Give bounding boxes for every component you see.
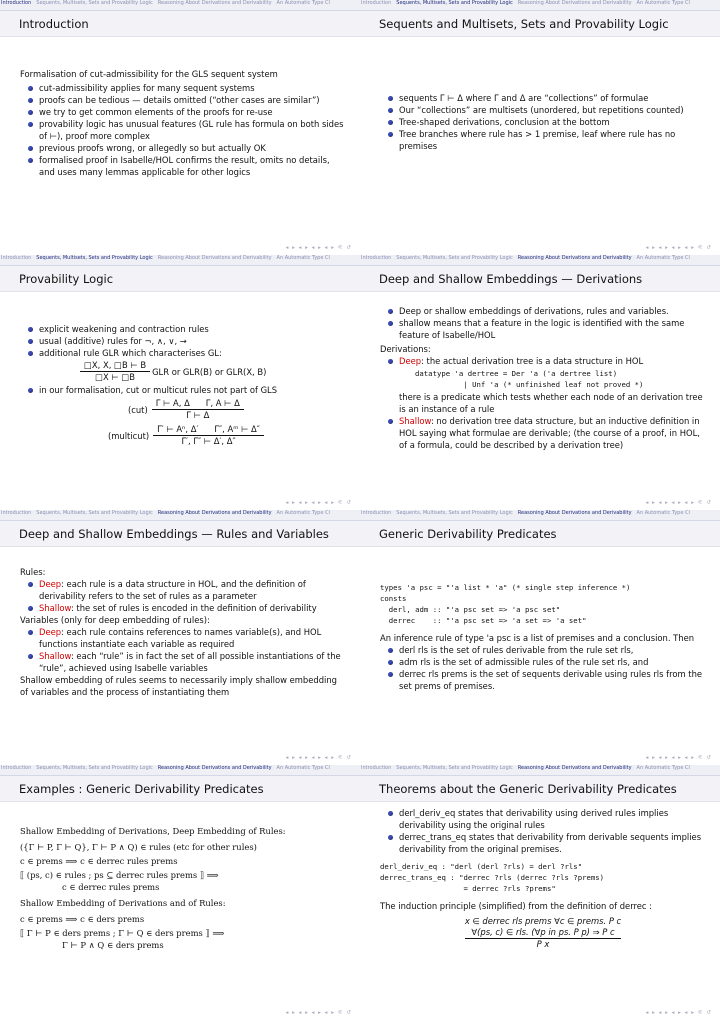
- nav-section-type-class[interactable]: An Automatic Type Cl: [276, 765, 330, 771]
- nav-bar: [0, 765, 360, 776]
- bullet-item: derrec rls prems is the set of sequents derivable using rules rls from the set prems of premises.: [380, 668, 706, 692]
- nav-bar: [360, 0, 720, 11]
- types-code: types 'a psc = "'a list * 'a" (* single step inference *) consts derl, adm :: "'a psc set => 'a psc set" derrec :: "'a psc set => 'a set => 'a set": [380, 583, 631, 625]
- nav-bar: [0, 255, 360, 266]
- slide-body: [360, 582, 720, 692]
- beamer-nav-symbols[interactable]: ◂ ▸ ◂ ▸ ◂ ▸ ◂ ▸ ⚟ ↺: [645, 245, 712, 251]
- psc-paragraph: An inference rule of type 'a psc is a list of premises and a conclusion. Then: [380, 633, 695, 643]
- slide-provability-logic: [0, 255, 360, 509]
- glr-premise: □X, X, □B ⊢ B: [80, 360, 150, 372]
- slide-title: Deep and Shallow Embeddings — Rules and Variables: [0, 521, 360, 547]
- variables-deep-text: : each rule contains references to names variable(s), and HOL functions instantiate each variable as required: [39, 627, 322, 649]
- induction-premise-2: ∀(ps, c) ∈ rls. (∀p in ps. P p) ⇒ P c: [465, 927, 621, 939]
- nav-section-type-class[interactable]: An Automatic Type Cl: [636, 0, 690, 6]
- rules-heading: Rules:: [20, 567, 46, 577]
- slide-introduction: [0, 0, 360, 254]
- bullet-item: [380, 355, 706, 367]
- intro-line: Formalisation of cut-admissibility for the GLS sequent system: [20, 69, 278, 79]
- bullet-item: explicit weakening and contraction rules: [20, 323, 346, 335]
- nav-section-type-class[interactable]: An Automatic Type Cl: [276, 510, 330, 516]
- deep-keyword: Deep: [399, 356, 422, 366]
- shallow-keyword: Shallow: [39, 651, 71, 661]
- glr-rule: [20, 360, 346, 383]
- nav-sections: [1, 0, 335, 6]
- bullet-item: provability logic has unusual features (GL rule has formula on both sides of ⊢), proof more complex: [20, 118, 346, 142]
- bullet-item: Tree-shaped derivations, conclusion at the bottom: [380, 116, 706, 128]
- bullet-item: additional rule GLR which characterises GL:: [20, 347, 346, 359]
- slide-rules-variables: [0, 510, 360, 764]
- nav-section-sequents[interactable]: Sequents, Multisets, Sets and Provability Logic: [36, 765, 153, 771]
- nav-section-sequents[interactable]: Sequents, Multisets, Sets and Provability Logic: [396, 255, 513, 261]
- deep-text: : the actual derivation tree is a data structure in HOL: [421, 356, 644, 366]
- variables-heading: Variables (only for deep embedding of rules):: [20, 615, 210, 625]
- bullet-item: usual (additive) rules for ¬, ∧, ∨, →: [20, 335, 346, 347]
- beamer-nav-symbols[interactable]: ◂ ▸ ◂ ▸ ◂ ▸ ◂ ▸ ⚟ ↺: [645, 755, 712, 761]
- nav-section-introduction[interactable]: Introduction: [361, 510, 392, 516]
- cut-fraction: [152, 398, 244, 421]
- theorem-code: derl_deriv_eq : "derl (derl ?rls) = derl ?rls" derrec_trans_eq : "derrec ?rls (derrec ?rls ?prems) = derrec ?rls ?prems": [380, 862, 605, 893]
- nav-section-reasoning[interactable]: Reasoning About Derivations and Derivability: [157, 255, 272, 261]
- slide-title: Deep and Shallow Embeddings — Derivations: [360, 266, 720, 292]
- nav-section-reasoning[interactable]: Reasoning About Derivations and Derivability: [517, 510, 632, 516]
- nav-sections: [1, 510, 335, 516]
- nav-section-type-class[interactable]: An Automatic Type Cl: [276, 0, 330, 6]
- slide-body: [0, 68, 360, 178]
- bullet-item: Our “collections” are multisets (unordered, but repetitions counted): [380, 104, 706, 116]
- nav-sections: [361, 765, 695, 771]
- slide-generic-derivability: [360, 510, 720, 764]
- deep-keyword: Deep: [39, 579, 62, 589]
- derivations-heading: Derivations:: [380, 344, 431, 354]
- cut-label: (cut): [128, 404, 148, 415]
- bullet-item: cut-admissibility applies for many sequent systems: [20, 82, 346, 94]
- bullet-item: sequents Γ ⊢ Δ where Γ and Δ are “collections” of formulae: [380, 92, 706, 104]
- nav-section-introduction[interactable]: Introduction: [361, 255, 392, 261]
- nav-section-type-class[interactable]: An Automatic Type Cl: [636, 765, 690, 771]
- multicut-label: (multicut): [108, 430, 150, 441]
- induction-paragraph: The induction principle (simplified) from the definition of derrec :: [380, 901, 652, 911]
- deep-keyword: Deep: [39, 627, 62, 637]
- glr-fraction: [80, 360, 150, 383]
- slide-body: [360, 92, 720, 152]
- formula-line: c ∈ prems ⟹ c ∈ derrec rules prems: [20, 856, 178, 866]
- nav-bar: [0, 510, 360, 521]
- bullet-item: we try to get common elements of the proofs for re-use: [20, 106, 346, 118]
- cut-conclusion: Γ ⊢ Δ: [186, 410, 210, 420]
- nav-section-sequents[interactable]: Sequents, Multisets, Sets and Provability Logic: [396, 765, 513, 771]
- nav-section-type-class[interactable]: An Automatic Type Cl: [276, 255, 330, 261]
- nav-section-type-class[interactable]: An Automatic Type Cl: [636, 510, 690, 516]
- beamer-nav-symbols[interactable]: ◂ ▸ ◂ ▸ ◂ ▸ ◂ ▸ ⚟ ↺: [285, 1010, 352, 1016]
- nav-section-introduction[interactable]: Introduction: [1, 765, 32, 771]
- bullet-item: derl rls is the set of rules derivable from the rule set rls,: [380, 644, 706, 656]
- variables-shallow-text: : each “rule” is in fact the set of all possible instantiations of the “rule”, achieved using Isabelle variables: [39, 651, 341, 673]
- slide-body: [0, 323, 360, 447]
- bullet-item: formalised proof in Isabelle/HOL confirms the result, omits no details, and uses many lemmas applicable for other logics: [20, 154, 346, 178]
- bullet-item: [20, 650, 346, 674]
- formula-line: Γ ⊢ P ∧ Q ∈ ders prems: [62, 940, 164, 950]
- nav-section-sequents[interactable]: Sequents, Multisets, Sets and Provability Logic: [36, 0, 153, 6]
- nav-bar: [360, 255, 720, 266]
- shallow-rules-heading: Shallow Embedding of Derivations and of Rules:: [20, 898, 226, 908]
- nav-bar: [360, 765, 720, 776]
- formula-line: ({Γ ⊢ P, Γ ⊢ Q}, Γ ⊢ P ∧ Q) ∈ rules (etc for other rules): [20, 842, 257, 852]
- slide-title: Sequents and Multisets, Sets and Provability Logic: [360, 11, 720, 37]
- multicut-premise-right: Γ″, Aᵐ ⊢ Δ″: [214, 424, 260, 434]
- dertree-code: datatype 'a dertree = Der 'a ('a dertree list) | Unf 'a (* unfinished leaf not proved *): [415, 369, 644, 389]
- slide-title: Introduction: [0, 11, 360, 37]
- bullet-item: [20, 602, 346, 614]
- nav-section-type-class[interactable]: An Automatic Type Cl: [636, 255, 690, 261]
- slide-deep-shallow-derivations: [360, 255, 720, 509]
- slide-title: Provability Logic: [0, 266, 360, 292]
- closing-text: Shallow embedding of rules seems to necessarily imply shallow embedding of variables and the process of instantiating them: [20, 675, 337, 697]
- bullet-item: proofs can be tedious — details omitted (“other cases are similar”): [20, 94, 346, 106]
- cut-rule: [20, 398, 346, 421]
- bullet-item: in our formalisation, cut or multicut rules not part of GLS: [20, 384, 346, 396]
- nav-section-introduction[interactable]: Introduction: [1, 510, 32, 516]
- bullet-item: adm rls is the set of admissible rules of the rule set rls, and: [380, 656, 706, 668]
- shallow-text: : no derivation tree data structure, but an inductive definition in HOL saying what formulae are derivable; (the course of a proof, in HOL, of a formula, could be described by a derivation tree): [399, 416, 700, 450]
- nav-section-introduction[interactable]: Introduction: [361, 0, 392, 6]
- slide-title: Theorems about the Generic Derivability Predicates: [360, 776, 720, 802]
- predicate-text: there is a predicate which tests whether each node of an derivation tree is an instance of a rule: [399, 392, 703, 414]
- nav-section-reasoning[interactable]: Reasoning About Derivations and Derivability: [517, 765, 632, 771]
- beamer-nav-symbols[interactable]: ◂ ▸ ◂ ▸ ◂ ▸ ◂ ▸ ⚟ ↺: [285, 755, 352, 761]
- multicut-fraction: [153, 424, 264, 447]
- formula-line: ⟦ Γ ⊢ P ∈ ders prems ; Γ ⊢ Q ∈ ders prems ⟧ ⟹: [20, 928, 225, 938]
- shallow-keyword: Shallow: [399, 416, 431, 426]
- nav-sections: [361, 0, 695, 6]
- nav-section-introduction[interactable]: Introduction: [361, 765, 392, 771]
- bullet-item: [20, 626, 346, 650]
- multicut-conclusion: Γ′, Γ″ ⊢ Δ′, Δ″: [181, 436, 236, 446]
- shallow-text: : the set of rules is encoded in the definition of derivability: [70, 603, 317, 613]
- cut-premises: [152, 398, 244, 410]
- cut-premise-right: Γ, A ⊢ Δ: [205, 398, 240, 408]
- bullet-item: previous proofs wrong, or allegedly so but actually OK: [20, 142, 346, 154]
- multicut-rule: [20, 424, 346, 447]
- cut-premise-left: Γ ⊢ A, Δ: [155, 398, 190, 408]
- nav-bar: [0, 0, 360, 11]
- glr-label: GLR or GLR(B) or GLR(X, B): [152, 366, 267, 377]
- slide-body: [0, 825, 360, 951]
- nav-section-reasoning[interactable]: Reasoning About Derivations and Derivability: [517, 0, 632, 6]
- slide-title: Generic Derivability Predicates: [360, 521, 720, 547]
- deep-rules-heading: Shallow Embedding of Derivations, Deep Embedding of Rules:: [20, 826, 286, 836]
- slide-title: Examples : Generic Derivability Predicates: [0, 776, 360, 802]
- bullet-item: Tree branches where rule has > 1 premise, leaf where rule has no premises: [380, 128, 706, 152]
- nav-section-reasoning[interactable]: Reasoning About Derivations and Derivability: [517, 255, 632, 261]
- bullet-item: derrec_trans_eq states that derivability from derivable sequents implies derivability from the original premises.: [380, 831, 706, 855]
- slide-sequents: [360, 0, 720, 254]
- deep-text: : each rule is a data structure in HOL, and the definition of derivability refers to the set of rules as a parameter: [39, 579, 306, 601]
- bullet-item: derl_deriv_eq states that derivability using derived rules implies derivability using the original rules: [380, 807, 706, 831]
- shallow-keyword: Shallow: [39, 603, 71, 613]
- nav-sections: [361, 255, 695, 261]
- nav-sections: [1, 255, 335, 261]
- beamer-nav-symbols[interactable]: ◂ ▸ ◂ ▸ ◂ ▸ ◂ ▸ ⚟ ↺: [285, 500, 352, 506]
- bullet-item: [20, 578, 346, 602]
- nav-section-reasoning[interactable]: Reasoning About Derivations and Derivability: [157, 765, 272, 771]
- bullet-item: Deep or shallow embeddings of derivations, rules and variables.: [380, 305, 706, 317]
- beamer-nav-symbols[interactable]: ◂ ▸ ◂ ▸ ◂ ▸ ◂ ▸ ⚟ ↺: [285, 245, 352, 251]
- formula-line: c ∈ derrec rules prems: [62, 882, 160, 892]
- induction-premise-1: x ∈ derrec rls prems ∀c ∈ prems. P c: [464, 916, 622, 926]
- beamer-nav-symbols[interactable]: ◂ ▸ ◂ ▸ ◂ ▸ ◂ ▸ ⚟ ↺: [645, 1010, 712, 1016]
- glr-conclusion: □X ⊢ □B: [95, 372, 135, 382]
- slide-body: [0, 566, 360, 698]
- nav-section-introduction[interactable]: Introduction: [1, 0, 32, 6]
- nav-bar: [360, 510, 720, 521]
- formula-line: ⟦ (ps, c) ∈ rules ; ps ⊆ derrec rules prems ⟧ ⟹: [20, 870, 219, 880]
- induction-conclusion: P x: [536, 939, 550, 949]
- slide-body: [360, 807, 720, 950]
- slide-theorems: [360, 765, 720, 1019]
- nav-section-sequents[interactable]: Sequents, Multisets, Sets and Provability Logic: [36, 255, 153, 261]
- formula-line: c ∈ prems ⟹ c ∈ ders prems: [20, 914, 145, 924]
- nav-section-sequents[interactable]: Sequents, Multisets, Sets and Provability Logic: [396, 0, 513, 6]
- nav-sections: [361, 510, 695, 516]
- nav-section-introduction[interactable]: Introduction: [1, 255, 32, 261]
- bullet-item: [380, 415, 706, 451]
- multicut-premises: [153, 424, 264, 436]
- induction-rule: [380, 916, 706, 950]
- induction-fraction: [465, 916, 621, 950]
- bullet-item: shallow means that a feature in the logic is identified with the same feature of Isabelle/HOL: [380, 317, 706, 341]
- nav-section-sequents[interactable]: Sequents, Multisets, Sets and Provability Logic: [36, 510, 153, 516]
- nav-section-sequents[interactable]: Sequents, Multisets, Sets and Provability Logic: [396, 510, 513, 516]
- slide-examples: [0, 765, 360, 1019]
- nav-section-reasoning[interactable]: Reasoning About Derivations and Derivability: [157, 510, 272, 516]
- slide-body: [360, 305, 720, 451]
- beamer-nav-symbols[interactable]: ◂ ▸ ◂ ▸ ◂ ▸ ◂ ▸ ⚟ ↺: [645, 500, 712, 506]
- nav-section-reasoning[interactable]: Reasoning About Derivations and Derivability: [157, 0, 272, 6]
- nav-sections: [1, 765, 335, 771]
- multicut-premise-left: Γ′ ⊢ Aⁿ, Δ′: [157, 424, 199, 434]
